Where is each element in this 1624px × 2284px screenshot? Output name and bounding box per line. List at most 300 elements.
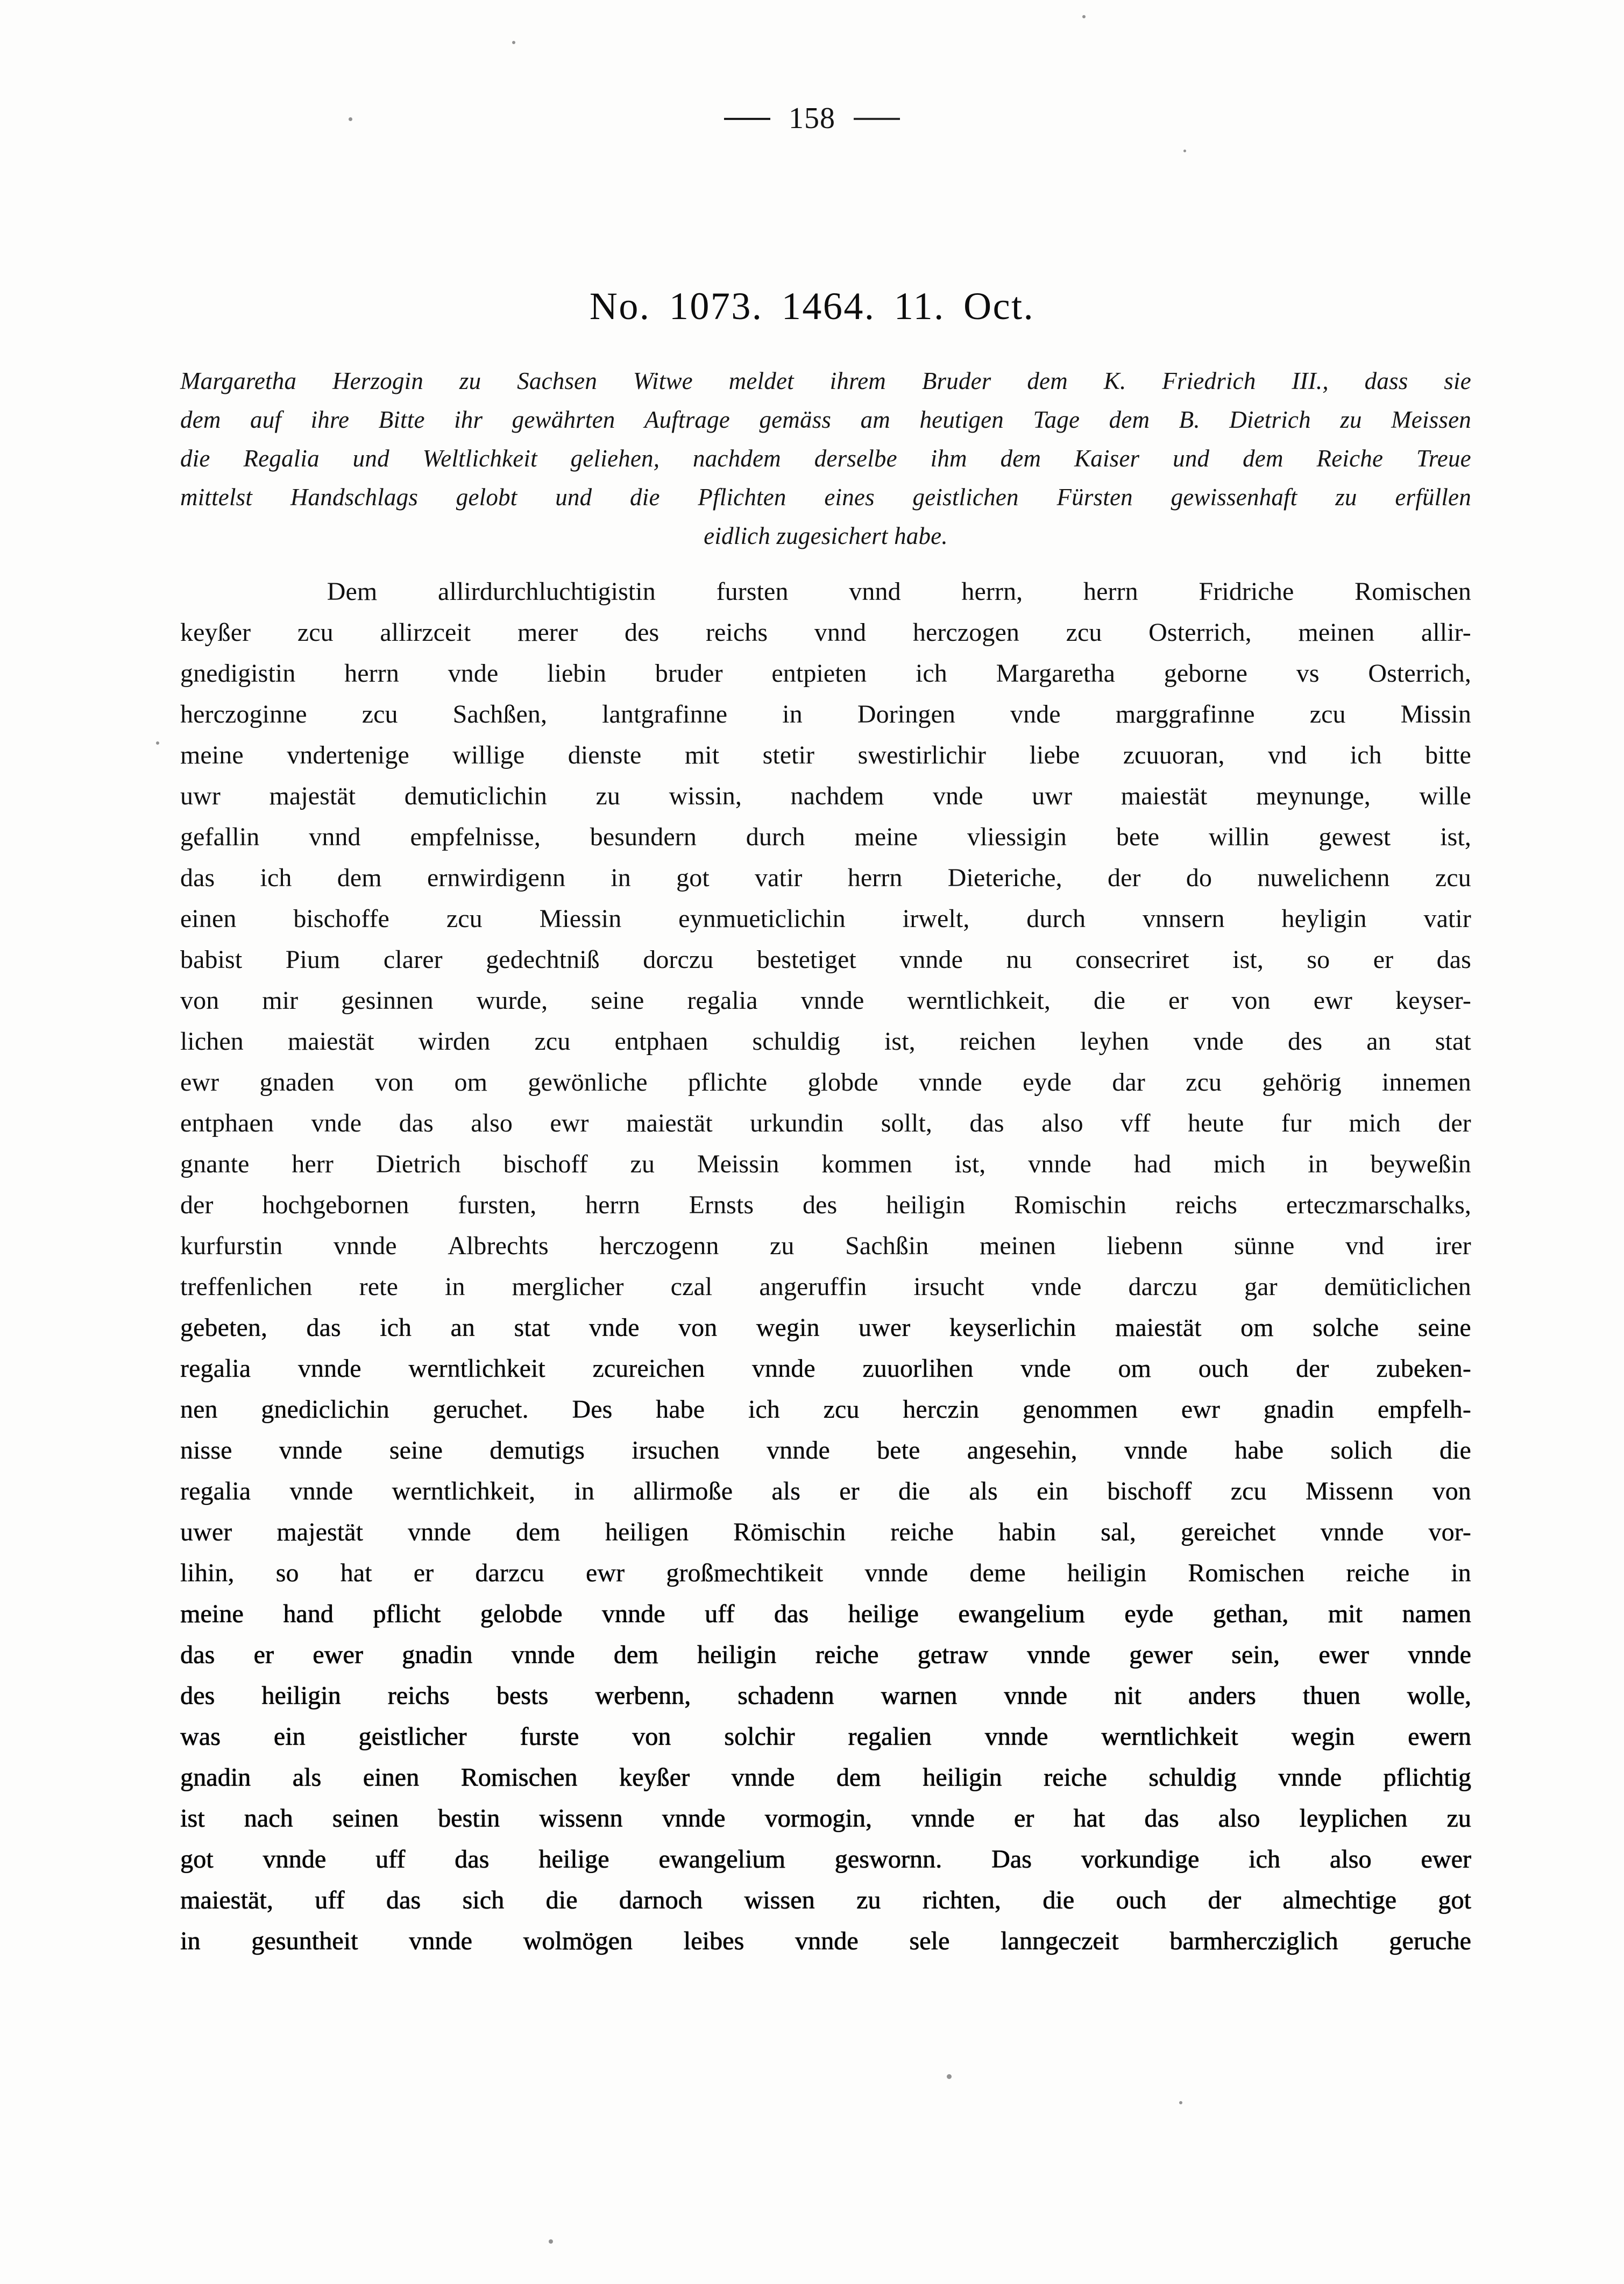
- word: zcu: [823, 1395, 860, 1424]
- text-line: [180, 1471, 1471, 1512]
- word: III.,: [1292, 367, 1329, 394]
- word: Sachßin: [845, 1232, 929, 1260]
- word: die: [898, 1477, 930, 1505]
- word: Kaiser: [1074, 445, 1140, 472]
- word: gesuntheit: [251, 1927, 358, 1955]
- running-head: [0, 101, 1624, 136]
- word: das: [774, 1600, 809, 1628]
- word: om: [1240, 1313, 1274, 1342]
- word: bischoffe: [293, 904, 389, 933]
- word: nuwelichenn: [1257, 864, 1390, 892]
- word: ewr: [550, 1109, 589, 1137]
- word: solche: [1313, 1313, 1379, 1342]
- word: zcu: [534, 1027, 571, 1056]
- word: uff: [375, 1845, 406, 1873]
- word: an: [450, 1313, 476, 1342]
- text-line: [180, 400, 1471, 439]
- word: nachdem: [790, 782, 884, 810]
- text-line: [180, 1185, 1471, 1226]
- text-line: [180, 1021, 1471, 1062]
- word: Romischen: [1188, 1559, 1305, 1587]
- page-number: 158: [789, 102, 835, 135]
- word: had: [1133, 1150, 1172, 1178]
- word: fursten,: [458, 1191, 537, 1219]
- word: reiche: [815, 1640, 879, 1669]
- word: heiligin: [885, 1191, 966, 1219]
- word: dem: [1000, 445, 1041, 472]
- word: ewern: [1408, 1722, 1471, 1751]
- word: demuticlichin: [404, 782, 547, 810]
- word: Das: [991, 1845, 1032, 1873]
- word: reiche: [1044, 1763, 1107, 1792]
- word: an: [1366, 1027, 1391, 1056]
- word: vatir: [1423, 904, 1471, 933]
- word: solich: [1330, 1436, 1393, 1465]
- word: vnde: [1020, 1354, 1071, 1383]
- word: Dietrich: [1229, 406, 1311, 433]
- word: namen: [1402, 1600, 1471, 1628]
- word: wissin,: [669, 782, 742, 810]
- word: vnde: [933, 782, 983, 810]
- word: in: [1451, 1559, 1471, 1587]
- word: Meissin: [697, 1150, 779, 1178]
- word: dem: [1243, 445, 1283, 472]
- word: erteczmarschalks,: [1286, 1191, 1471, 1219]
- word: heiligen: [605, 1518, 689, 1546]
- word: er: [253, 1640, 274, 1669]
- word: sal,: [1101, 1518, 1136, 1546]
- word: wegin: [1291, 1722, 1355, 1751]
- word: irsuchen: [632, 1436, 720, 1465]
- word: ewer: [1318, 1640, 1369, 1669]
- word: schuldig: [1148, 1763, 1237, 1792]
- word: merer: [517, 618, 578, 647]
- word: fursten: [716, 577, 789, 606]
- text-line: [180, 1921, 1471, 1962]
- word: das: [1144, 1804, 1179, 1833]
- word: geistlichen: [912, 484, 1019, 511]
- word: zcu: [361, 700, 398, 729]
- word: nit: [1114, 1681, 1141, 1710]
- word: babist: [180, 945, 243, 974]
- word: geruchet.: [432, 1395, 529, 1424]
- word: vnnde: [984, 1722, 1048, 1751]
- word: irsucht: [913, 1272, 984, 1301]
- word: nisse: [180, 1436, 232, 1465]
- running-head-rule-left: [724, 118, 770, 120]
- word: vnnde: [731, 1763, 795, 1792]
- word: gedechtniß: [486, 945, 600, 974]
- word: Friedrich: [1162, 367, 1256, 394]
- word: dem: [613, 1640, 658, 1669]
- word: ist,: [954, 1150, 986, 1178]
- word: das: [399, 1109, 434, 1137]
- word: nu: [1006, 945, 1032, 974]
- word: von: [1432, 1477, 1471, 1505]
- word: vnde: [588, 1313, 640, 1342]
- word: almechtige: [1282, 1886, 1396, 1914]
- word: gebeten,: [180, 1313, 268, 1342]
- scan-speck: [947, 2074, 952, 2079]
- word: Tage: [1033, 406, 1080, 433]
- word: das: [969, 1109, 1004, 1137]
- word: des: [625, 618, 659, 647]
- text-line: [180, 1594, 1471, 1635]
- word: zu: [459, 367, 481, 394]
- word: gewährten: [512, 406, 615, 433]
- word: dorczu: [643, 945, 714, 974]
- word: vnde: [448, 659, 499, 688]
- word: lichen: [180, 1027, 244, 1056]
- word: die: [630, 484, 660, 511]
- word: mich: [1214, 1150, 1266, 1178]
- word: in: [574, 1477, 595, 1505]
- word: stat: [1435, 1027, 1471, 1056]
- text-line: [180, 1430, 1471, 1471]
- word: leibes: [683, 1927, 744, 1955]
- word: heiligin: [697, 1640, 777, 1669]
- word: ouch: [1116, 1886, 1167, 1914]
- word: heyligin: [1281, 904, 1367, 933]
- word: dar: [1112, 1068, 1145, 1097]
- word: zcu: [1309, 700, 1346, 729]
- word: dienste: [568, 741, 642, 769]
- word: auf: [250, 406, 282, 433]
- word: maiestät,: [180, 1886, 273, 1914]
- word: derselbe: [814, 445, 897, 472]
- word: hat: [1073, 1804, 1105, 1833]
- paragraph-indent: [180, 571, 266, 612]
- word: er: [1168, 986, 1189, 1015]
- word: Pium: [285, 945, 341, 974]
- word: Auftrage: [644, 406, 730, 433]
- word: angeruffin: [759, 1272, 867, 1301]
- word: gewer: [1129, 1640, 1193, 1669]
- word: zcureichen: [592, 1354, 705, 1383]
- word: bruder: [655, 659, 723, 688]
- word: consecriret: [1075, 945, 1189, 974]
- word: darnoch: [619, 1886, 703, 1914]
- word: heute: [1187, 1109, 1244, 1137]
- scan-speck: [512, 41, 515, 44]
- word: habin: [998, 1518, 1056, 1546]
- word: zu: [595, 782, 621, 810]
- word: keyßer: [619, 1763, 690, 1792]
- scan-speck: [1082, 15, 1086, 18]
- word: nen: [180, 1395, 218, 1424]
- word: Missenn: [1305, 1477, 1394, 1505]
- text-line: [180, 1839, 1471, 1880]
- word: gefallin: [180, 823, 260, 851]
- word: Margaretha: [180, 367, 297, 394]
- word: vnnde: [1027, 1640, 1090, 1669]
- word: Miessin: [539, 904, 622, 933]
- word: meinen: [979, 1232, 1056, 1260]
- word: vnnde: [751, 1354, 815, 1383]
- word: ewr: [180, 1068, 219, 1097]
- word: leyplichen: [1299, 1804, 1408, 1833]
- word: so: [1307, 945, 1330, 974]
- word: Meissen: [1391, 406, 1471, 433]
- word: keyserlichin: [949, 1313, 1076, 1342]
- word: vff: [1121, 1109, 1151, 1137]
- word: wegin: [756, 1313, 820, 1342]
- word: Dietrich: [375, 1150, 461, 1178]
- word: des: [802, 1191, 838, 1219]
- word: also: [1329, 1845, 1372, 1873]
- word: Fürsten: [1056, 484, 1133, 511]
- word: got: [1438, 1886, 1471, 1914]
- word: vnnsern: [1142, 904, 1225, 933]
- word: regalia: [180, 1354, 251, 1383]
- word: reichen: [959, 1027, 1036, 1056]
- word: wirden: [418, 1027, 491, 1056]
- word: entphaen: [614, 1027, 708, 1056]
- word: als: [969, 1477, 998, 1505]
- word: eines: [824, 484, 875, 511]
- word: vor-: [1428, 1518, 1471, 1546]
- word: ich: [260, 864, 292, 892]
- word: dem: [1109, 406, 1150, 433]
- word: werntlichkeit,: [392, 1477, 536, 1505]
- word: vnde: [1031, 1272, 1082, 1301]
- word: got: [676, 864, 710, 892]
- word: herrn: [847, 864, 903, 892]
- word: Bruder: [921, 367, 991, 394]
- word: heiligin: [923, 1763, 1002, 1792]
- word: von: [678, 1313, 718, 1342]
- word: heilige: [848, 1600, 919, 1628]
- word: wolmögen: [523, 1927, 633, 1955]
- word: habe: [1235, 1436, 1284, 1465]
- word: zcu: [446, 904, 483, 933]
- word: der: [1108, 864, 1141, 892]
- word: erfüllen: [1395, 484, 1471, 511]
- word: von: [1231, 986, 1271, 1015]
- word: dass: [1364, 367, 1408, 394]
- word: lantgrafinne: [602, 700, 728, 729]
- word: herczogenn: [599, 1232, 719, 1260]
- word: und: [555, 484, 592, 511]
- word: ewangelium: [658, 1845, 785, 1873]
- word: sich: [462, 1886, 505, 1914]
- word: so: [275, 1559, 299, 1587]
- word: vnnde: [800, 986, 864, 1015]
- word: werntlichkeit,: [907, 986, 1051, 1015]
- word: das: [455, 1845, 490, 1873]
- word: ich: [1249, 1845, 1281, 1873]
- word: sollt,: [881, 1109, 932, 1137]
- word: uwr: [1032, 782, 1073, 810]
- word: schadenn: [737, 1681, 834, 1710]
- word: Des: [572, 1395, 613, 1424]
- word: regalien: [848, 1722, 932, 1751]
- word: vnnde: [263, 1845, 327, 1873]
- word: seine: [1417, 1313, 1471, 1342]
- scan-speck: [1183, 150, 1186, 152]
- text-line: [180, 612, 1471, 653]
- word: gnedigistin: [180, 659, 296, 688]
- word: der: [1208, 1886, 1242, 1914]
- word: Albrechts: [448, 1232, 549, 1260]
- word: dem: [337, 864, 382, 892]
- word: gereichet: [1180, 1518, 1276, 1546]
- word: globde: [807, 1068, 878, 1097]
- word: Missin: [1400, 700, 1471, 729]
- word: die: [1094, 986, 1125, 1015]
- word: nach: [244, 1804, 293, 1833]
- word: om: [1118, 1354, 1152, 1383]
- word: schuldig: [752, 1027, 840, 1056]
- word: vnnde: [409, 1927, 472, 1955]
- word: ewr: [1313, 986, 1353, 1015]
- word: ich: [915, 659, 947, 688]
- word: gelobt: [456, 484, 517, 511]
- text-line: [180, 858, 1471, 899]
- word: sie: [1444, 367, 1471, 394]
- word: seinen: [332, 1804, 399, 1833]
- word: vnd: [1268, 741, 1307, 769]
- word: willin: [1209, 823, 1270, 851]
- word: getraw: [917, 1640, 988, 1669]
- word: herrn: [585, 1191, 640, 1219]
- word: sein,: [1231, 1640, 1280, 1669]
- word: geborne: [1164, 659, 1248, 688]
- word: und: [352, 445, 389, 472]
- word: die: [1043, 1886, 1075, 1914]
- scan-speck: [156, 741, 159, 745]
- word: anders: [1188, 1681, 1256, 1710]
- word: allirdurchluchtigistin: [438, 577, 656, 606]
- word: ewr: [1181, 1395, 1221, 1424]
- word: zu: [630, 1150, 655, 1178]
- word: gnadin: [1263, 1395, 1335, 1424]
- word: thuen: [1302, 1681, 1360, 1710]
- word: uwr: [180, 782, 221, 810]
- word: irer: [1435, 1232, 1471, 1260]
- word: zcuuoran,: [1123, 741, 1225, 769]
- word: herczogen: [912, 618, 1019, 647]
- word: dem: [836, 1763, 881, 1792]
- word: gesinnen: [341, 986, 434, 1015]
- word: ewangelium: [958, 1600, 1085, 1628]
- word: marggrafinne: [1115, 700, 1255, 729]
- word: genommen: [1023, 1395, 1138, 1424]
- word: vnnde: [297, 1354, 361, 1383]
- word: liebe: [1029, 741, 1080, 769]
- word: vnnde: [1320, 1518, 1384, 1546]
- text-line: [180, 571, 1471, 612]
- word: das: [306, 1313, 341, 1342]
- word: Romischen: [460, 1763, 578, 1792]
- word: warnen: [881, 1681, 958, 1710]
- word: vnnde: [1408, 1640, 1471, 1669]
- word: ihre: [310, 406, 350, 433]
- text-line: [180, 1512, 1471, 1553]
- word: am: [860, 406, 890, 433]
- word: vnnd: [814, 618, 867, 647]
- word: vliessigin: [967, 823, 1067, 851]
- word: Weltlichkeit: [422, 445, 537, 472]
- word: die: [1439, 1436, 1471, 1465]
- word: Pflichten: [698, 484, 786, 511]
- word: dem: [180, 406, 221, 433]
- word: vndertenige: [287, 741, 409, 769]
- word: bests: [496, 1681, 549, 1710]
- word: vnnde: [333, 1232, 397, 1260]
- text-line: [180, 1267, 1471, 1307]
- word: treffenlichen: [180, 1272, 313, 1301]
- word: geruche: [1389, 1927, 1471, 1955]
- word: vnnde: [511, 1640, 575, 1669]
- word: innemen: [1381, 1068, 1471, 1097]
- word: zu: [856, 1886, 881, 1914]
- word: herrn: [1083, 577, 1138, 606]
- text-line: [180, 1389, 1471, 1430]
- word: maiestät: [287, 1027, 374, 1056]
- word: geswornn.: [834, 1845, 942, 1873]
- word: swestirlichir: [857, 741, 987, 769]
- word: eyde: [1124, 1600, 1174, 1628]
- word: also: [471, 1109, 513, 1137]
- text-line: [180, 1226, 1471, 1267]
- word: was: [180, 1722, 221, 1751]
- word: got: [180, 1845, 214, 1873]
- word: wolle,: [1407, 1681, 1471, 1710]
- word: czal: [670, 1272, 713, 1301]
- word: bete: [1116, 823, 1160, 851]
- word: vnnd: [849, 577, 901, 606]
- word: er: [839, 1477, 860, 1505]
- word: in: [782, 700, 803, 729]
- word: nachdem: [693, 445, 781, 472]
- text-line: [180, 439, 1471, 478]
- word: zubeken-: [1376, 1354, 1471, 1383]
- word: rete: [359, 1272, 398, 1301]
- text-line: [180, 1144, 1471, 1185]
- word: ist,: [1232, 945, 1264, 974]
- word: Sachßen,: [452, 700, 548, 729]
- word: darczu: [1128, 1272, 1198, 1301]
- word: mir: [262, 986, 299, 1015]
- word: Handschlags: [290, 484, 419, 511]
- word: zcu: [297, 618, 334, 647]
- word: geliehen,: [570, 445, 660, 472]
- word: bischoff: [503, 1150, 588, 1178]
- word: solchir: [724, 1722, 795, 1751]
- word: regalia: [180, 1477, 251, 1505]
- word: herczin: [903, 1395, 980, 1424]
- word: vs: [1296, 659, 1320, 688]
- word: ewer: [1421, 1845, 1471, 1873]
- word: zcu: [1066, 618, 1102, 647]
- word: zu: [1335, 484, 1357, 511]
- word: seine: [591, 986, 644, 1015]
- word: urkundin: [750, 1109, 844, 1137]
- word: vnnde: [601, 1600, 665, 1628]
- word: der: [1438, 1109, 1471, 1137]
- word: als: [771, 1477, 801, 1505]
- word: vatir: [755, 864, 803, 892]
- word: großmechtikeit: [666, 1559, 824, 1587]
- word: heiligin: [261, 1681, 341, 1710]
- word: zu: [1340, 406, 1362, 433]
- word: vnd: [1345, 1232, 1385, 1260]
- text-line: [180, 899, 1471, 939]
- word: vnnde: [864, 1559, 928, 1587]
- text-line: [180, 1757, 1471, 1798]
- word: meldet: [728, 367, 794, 394]
